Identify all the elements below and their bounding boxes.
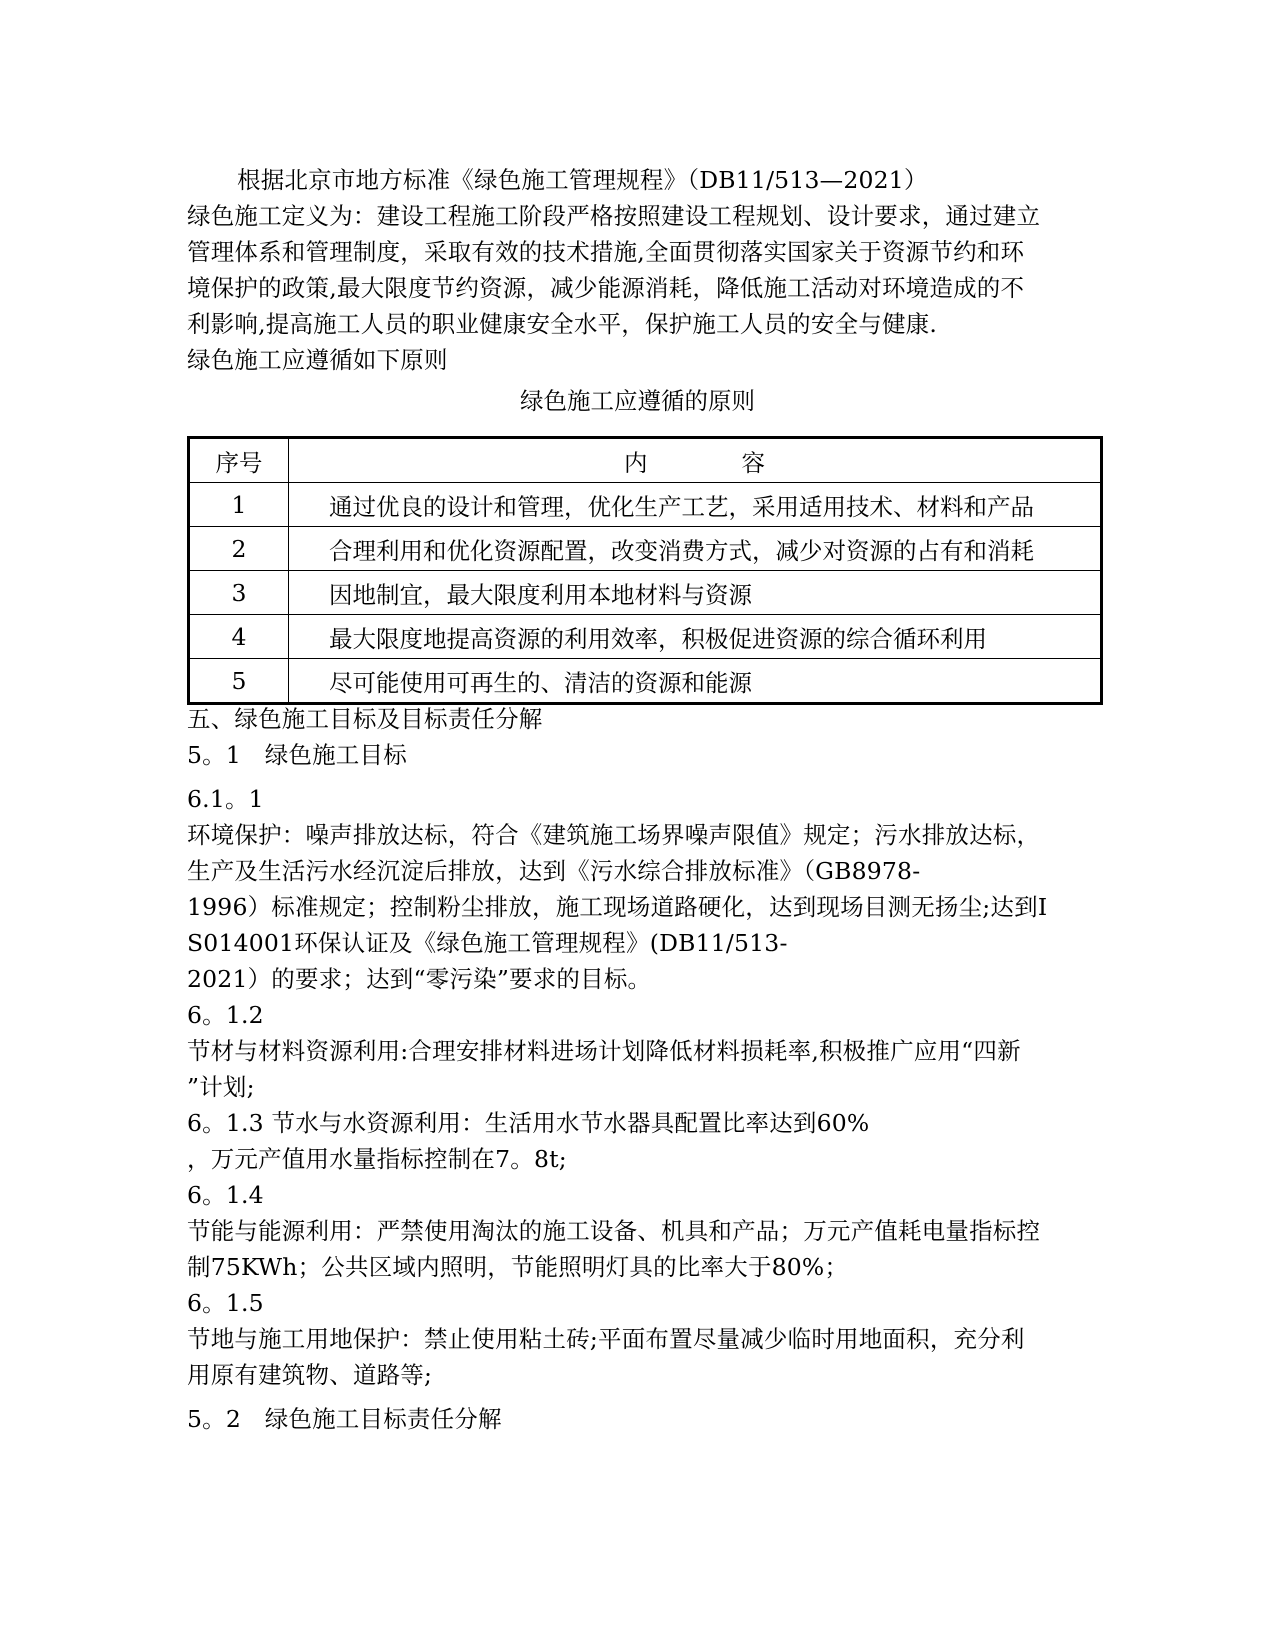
row-number: 2 [189, 527, 289, 571]
table-title: 绿色施工应遵循的原则 [520, 387, 755, 415]
intro-line: 根据北京市地方标准《绿色施工管理规程》（DB11/513—2021） [237, 166, 928, 194]
body-line: 节能与能源利用：严禁使用淘汰的施工设备、机具和产品；万元产值耗电量指标控 [187, 1217, 1041, 1245]
intro-line: 绿色施工定义为：建设工程施工阶段严格按照建设工程规划、设计要求，通过建立 [187, 202, 1041, 230]
subsection-heading: 5。1 绿色施工目标 [187, 741, 407, 769]
table-row [189, 571, 1102, 615]
intro-line: 境保护的政策,最大限度节约资源，减少能源消耗，降低施工活动对环境造成的不 [187, 274, 1025, 302]
body-line: 节材与材料资源利用:合理安排材料进场计划降低材料损耗率,积极推广应用“四新 [187, 1037, 1021, 1065]
body-line: 环境保护：噪声排放达标，符合《建筑施工场界噪声限值》规定；污水排放达标， [187, 821, 1041, 849]
table-row [189, 483, 1102, 527]
row-content: 尽可能使用可再生的、清洁的资源和能源 [289, 659, 1102, 704]
header-serial: 序号 [189, 438, 289, 483]
table-header-row [189, 438, 1102, 483]
body-line: S014001环保认证及《绿色施工管理规程》(DB11/513- [187, 929, 788, 957]
body-line: 6。1.3 节水与水资源利用：生活用水节水器具配置比率达到60% [187, 1109, 870, 1137]
row-content: 因地制宜，最大限度利用本地材料与资源 [289, 571, 1102, 615]
row-number: 1 [189, 483, 289, 527]
body-line: 节地与施工用地保护：禁止使用粘土砖;平面布置尽量减少临时用地面积，充分利 [187, 1325, 1025, 1353]
body-line: 制75KWh；公共区域内照明，节能照明灯具的比率大于80%； [187, 1253, 849, 1281]
body-line: ，万元产值用水量指标控制在7。8t; [187, 1145, 567, 1173]
principles-table [187, 436, 1103, 705]
row-number: 5 [189, 659, 289, 704]
item-number: 6。1.2 [187, 1001, 264, 1029]
row-content: 合理利用和优化资源配置，改变消费方式，减少对资源的占有和消耗 [289, 527, 1102, 571]
body-line: 1996）标准规定；控制粉尘排放，施工现场道路硬化，达到现场目测无扬尘;达到I [187, 893, 1048, 921]
subsection-heading: 5。2 绿色施工目标责任分解 [187, 1405, 502, 1433]
table-row [189, 615, 1102, 659]
row-content: 通过优良的设计和管理，优化生产工艺，采用适用技术、材料和产品 [289, 483, 1102, 527]
row-content: 最大限度地提高资源的利用效率，积极促进资源的综合循环利用 [289, 615, 1102, 659]
intro-line: 绿色施工应遵循如下原则 [187, 346, 448, 374]
body-line: ”计划; [187, 1073, 255, 1101]
header-content: 内容 [289, 438, 1102, 483]
intro-line: 利影响,提高施工人员的职业健康安全水平，保护施工人员的安全与健康. [187, 310, 938, 338]
intro-line: 管理体系和管理制度，采取有效的技术措施,全面贯彻落实国家关于资源节约和环 [187, 238, 1025, 266]
item-number: 6。1.4 [187, 1181, 264, 1209]
row-number: 3 [189, 571, 289, 615]
item-number: 6.1。1 [187, 785, 264, 813]
body-line: 生产及生活污水经沉淀后排放，达到《污水综合排放标准》（GB8978- [187, 857, 921, 885]
item-number: 6。1.5 [187, 1289, 264, 1317]
body-line: 用原有建筑物、道路等; [187, 1361, 433, 1389]
body-line: 2021）的要求；达到“零污染”要求的目标。 [187, 965, 652, 993]
table-row [189, 659, 1102, 704]
section-heading: 五、绿色施工目标及目标责任分解 [187, 705, 543, 733]
table-row [189, 527, 1102, 571]
row-number: 4 [189, 615, 289, 659]
